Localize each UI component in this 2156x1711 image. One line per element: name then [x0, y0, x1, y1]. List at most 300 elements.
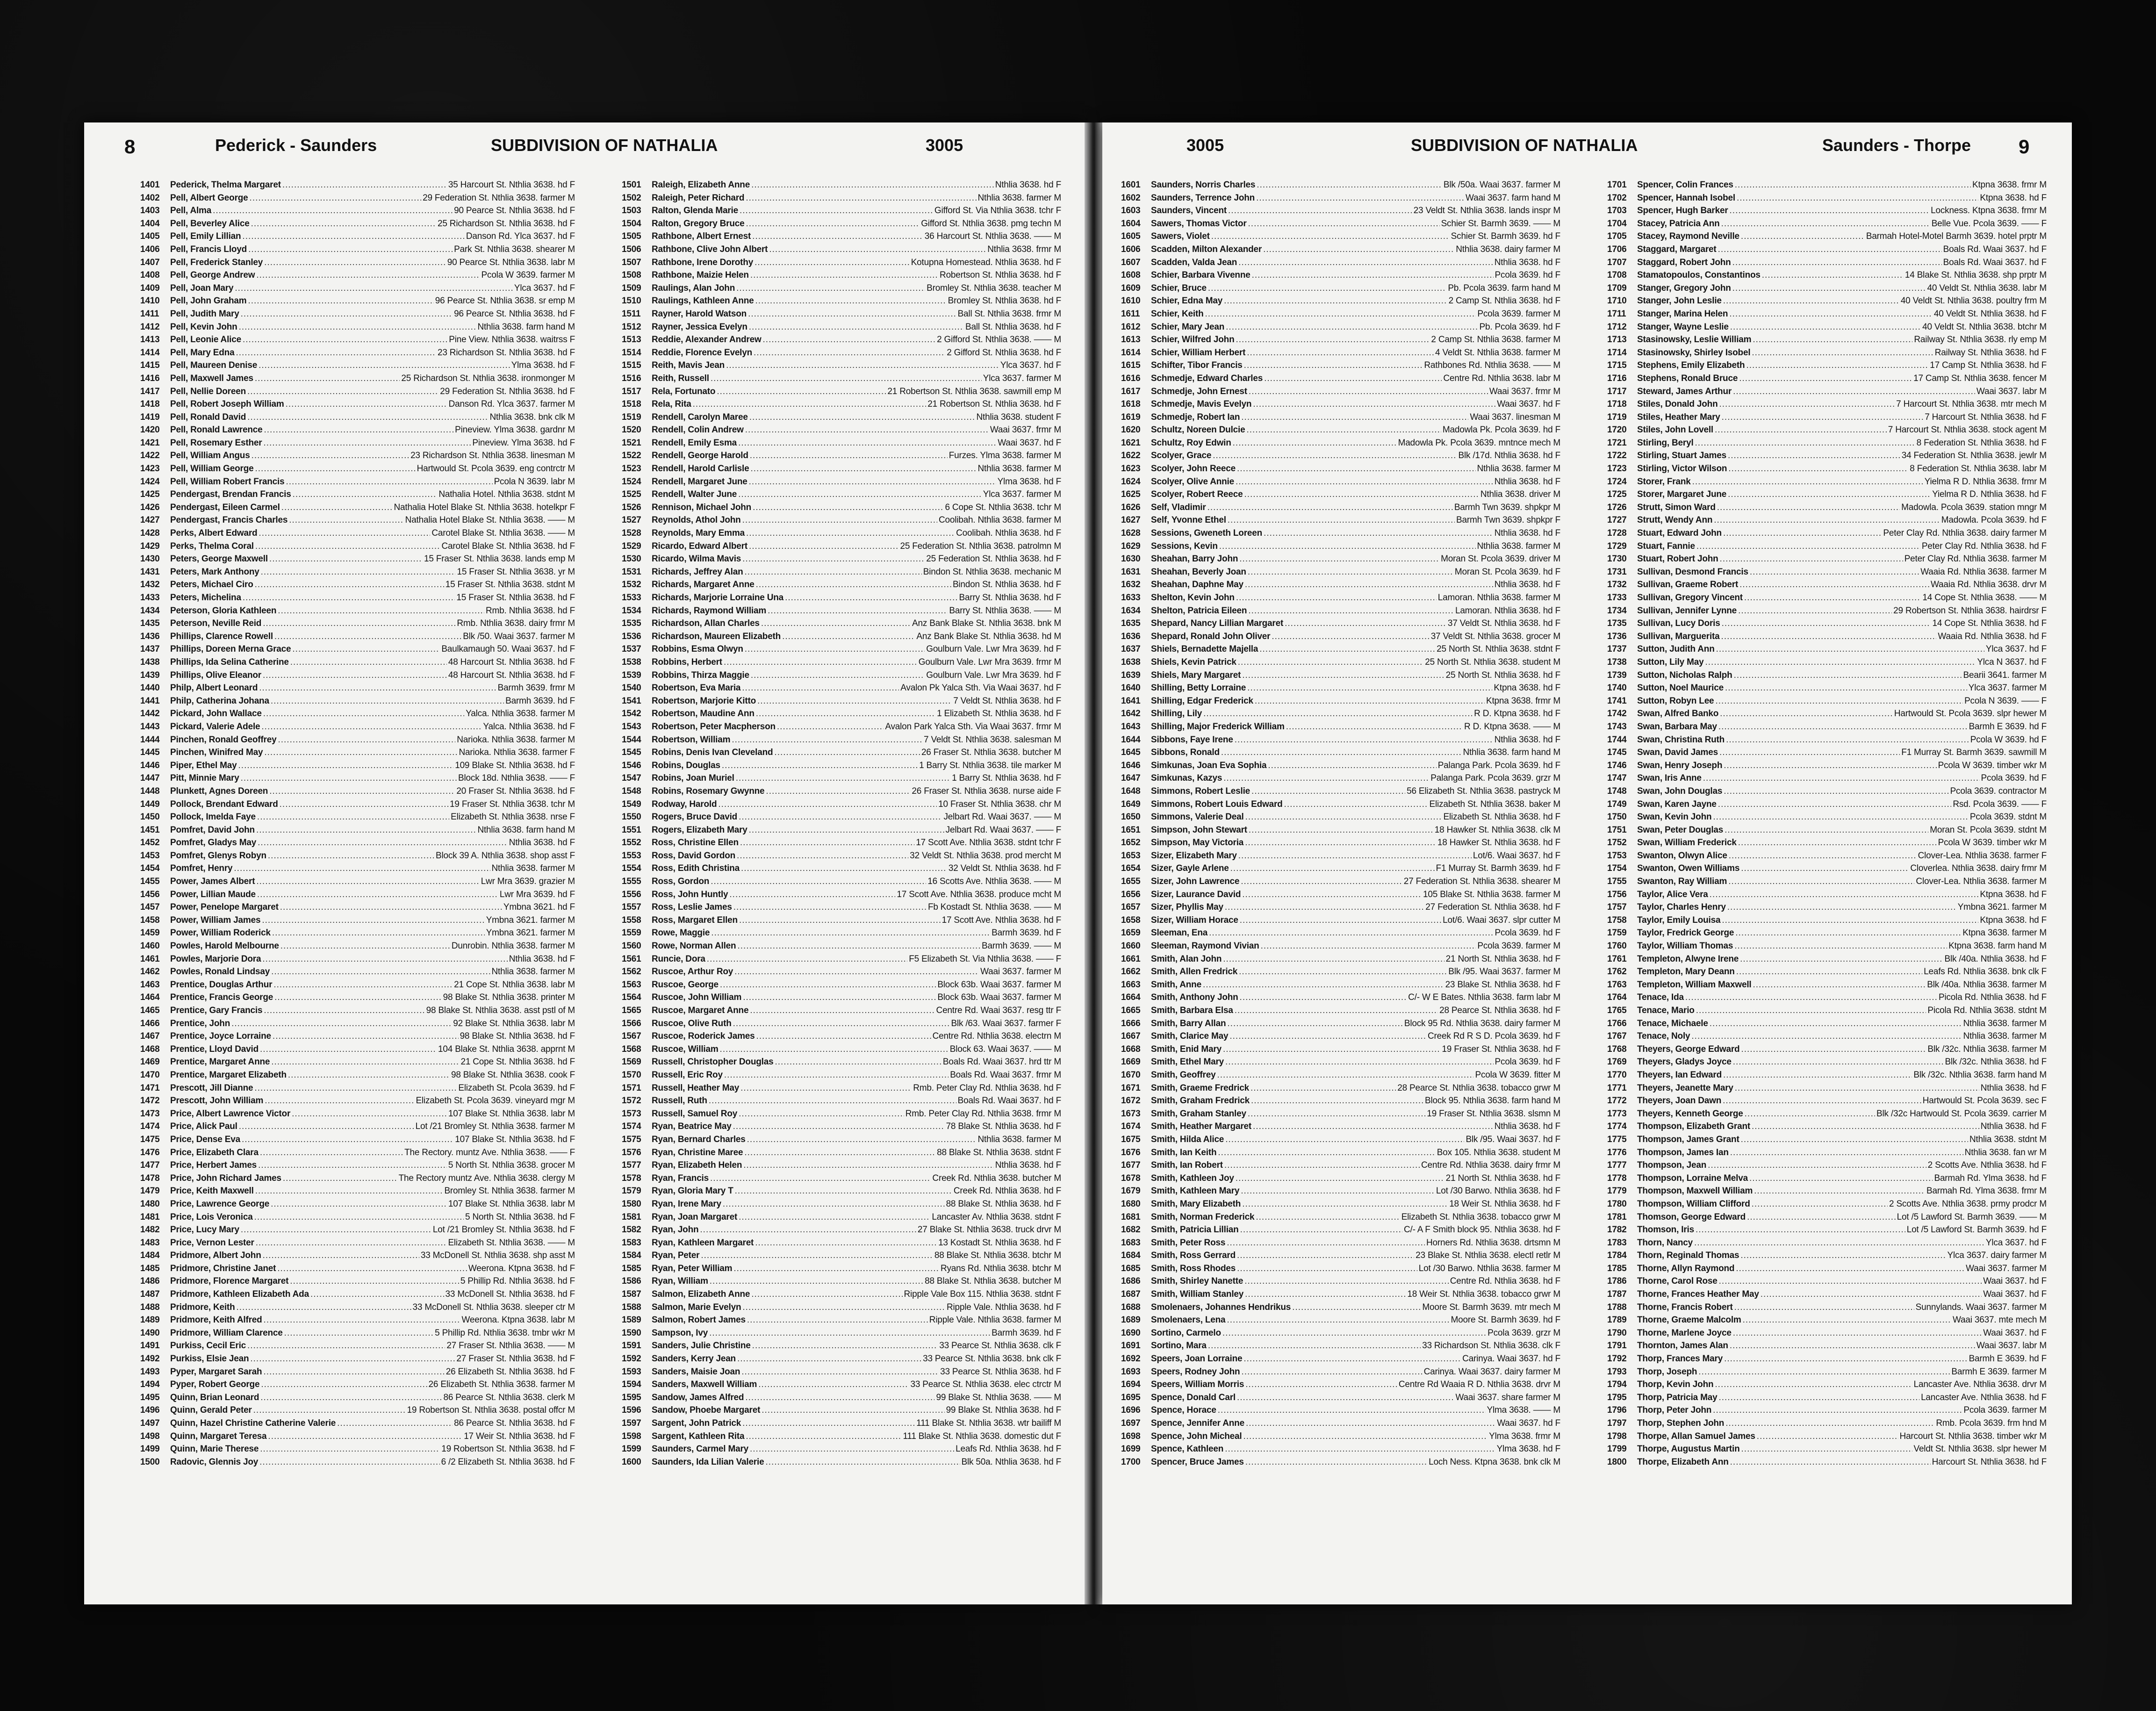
entry-address-occupation: Pcola W 3639. fitter M	[1475, 1070, 1560, 1080]
entry-name: Scadden, Milton Alexander	[1151, 244, 1262, 254]
entry-address-occupation: Nthlia 3638. frmr M	[987, 244, 1061, 254]
entry-name: Swanton, Ray William	[1637, 877, 1727, 887]
roll-entry	[1607, 1120, 2047, 1133]
entry-number: 1719	[1607, 412, 1627, 422]
entry-address-occupation: Nthlia 3638. farm hand M	[1463, 748, 1560, 758]
entry-number: 1712	[1607, 322, 1627, 332]
entry-name: Stephens, Emily Elizabeth	[1637, 360, 1745, 371]
entry-address-occupation: 21 North St. Nthlia 3638. hd F	[1445, 1173, 1560, 1183]
dot-leader	[1264, 372, 1442, 385]
entry-address-occupation: 13 Kostadt St. Nthlia 3638. hd F	[938, 1237, 1061, 1248]
entry-number: 1462	[140, 967, 160, 977]
entry-name: Russell, Christopher Douglas	[652, 1057, 774, 1067]
entry-address-occupation: Nthlia 3638. farmer M	[977, 193, 1061, 203]
dot-leader	[260, 1391, 442, 1404]
dot-leader	[782, 630, 915, 643]
roll-entry	[1607, 733, 2047, 747]
entry-name: Rowe, Maggie	[652, 928, 710, 938]
roll-entry	[1607, 682, 2047, 695]
entry-number: 1751	[1607, 825, 1627, 835]
entry-name: Pell, Beverley Alice	[170, 218, 250, 229]
entry-address-occupation: Pcola 3639. hd F	[1495, 270, 1560, 280]
roll-entry	[140, 1275, 575, 1288]
entry-address-occupation: 107 Blake St. Nthlia 3638. hd F	[455, 1134, 575, 1144]
roll-entry	[1607, 759, 2047, 772]
entry-number: 1404	[140, 218, 160, 229]
dot-leader	[1223, 953, 1444, 966]
dot-leader	[1250, 1082, 1396, 1095]
dot-leader	[1705, 656, 1976, 669]
entry-number: 1681	[1121, 1212, 1141, 1222]
roll-entry	[140, 385, 575, 398]
entry-address-occupation: Pb. Pcola 3639. hd F	[1479, 322, 1560, 332]
dot-leader	[248, 243, 453, 256]
entry-name: Smith, Ian Robert	[1151, 1160, 1223, 1171]
entry-number: 1714	[1607, 347, 1627, 358]
roll-entry	[1121, 824, 1560, 837]
roll-entry	[1121, 1120, 1560, 1133]
entry-address-occupation: 33 Pearce St. Nthlia 3638. hd F	[940, 1366, 1061, 1377]
entry-name: Rendell, Walter June	[652, 489, 737, 500]
entry-name: Thorpe, Elizabeth Ann	[1637, 1457, 1729, 1467]
roll-entry	[140, 914, 575, 927]
entry-address-occupation: Avalon Park Yalca Sth. Via Waai 3637. frmr M	[885, 721, 1061, 732]
roll-entry	[622, 398, 1061, 411]
entry-number: 1424	[140, 476, 160, 487]
dot-leader	[282, 179, 447, 192]
roll-entry	[1607, 1288, 2047, 1301]
roll-entry	[1121, 308, 1560, 321]
entry-name: Shiels, Kevin Patrick	[1151, 657, 1236, 667]
entry-address-occupation: 33 McDonell St. Nthlia 3638. shp asst M	[420, 1251, 575, 1261]
entry-name: Schier, Edna May	[1151, 296, 1223, 306]
dot-leader	[263, 1366, 444, 1379]
entry-name: Shilling, Betty Lorraine	[1151, 683, 1246, 693]
dot-leader	[1237, 1391, 1454, 1404]
entry-name: Saunders, Terrence John	[1151, 193, 1255, 203]
roll-entry	[1607, 1275, 2047, 1288]
dot-leader	[293, 488, 438, 501]
roll-entry	[140, 591, 575, 604]
entry-address-occupation: Pcola 3639. hd F	[1981, 773, 2047, 784]
entry-address-occupation: Carinya. Waai 3637. dairy farmer M	[1423, 1366, 1560, 1377]
entry-address-occupation: 88 Blake St. Nthlia 3638. btchr M	[934, 1251, 1061, 1261]
entry-address-occupation: Blk /32c Hartwould St. Pcola 3639. carrier M	[1876, 1108, 2047, 1119]
entry-address-occupation: Madowla. Pcola 3639. hd F	[1941, 515, 2047, 525]
entry-name: Prentice, Gary Francis	[170, 1006, 263, 1015]
roll-entry	[140, 875, 575, 888]
dot-leader	[1691, 1030, 1962, 1043]
entry-address-occupation: Nthlia 3638. farm hand M	[477, 825, 575, 835]
dot-leader	[745, 424, 989, 437]
dot-leader	[284, 1327, 433, 1340]
dot-leader	[1228, 514, 1455, 527]
entry-name: Swan, Christina Ruth	[1637, 734, 1725, 745]
roll-entry	[622, 875, 1061, 888]
dot-leader	[255, 462, 416, 475]
entry-name: Speers, Rodney John	[1151, 1366, 1240, 1377]
dot-leader	[701, 1249, 933, 1262]
entry-name: Spencer, Bruce James	[1151, 1457, 1244, 1467]
dot-leader	[241, 772, 457, 785]
dot-leader	[1696, 1004, 1926, 1017]
dot-leader	[1735, 927, 1961, 940]
entry-address-occupation: Nthlia 3638. hd F	[1980, 1083, 2047, 1093]
dot-leader	[777, 720, 884, 733]
roll-entry	[1607, 978, 2047, 992]
roll-entry	[1607, 1198, 2047, 1211]
entry-number: 1427	[140, 515, 160, 525]
dot-leader	[1753, 978, 1926, 992]
entry-number: 1531	[622, 567, 641, 577]
entry-address-occupation: 25 North St. Nthlia 3638. stdnt F	[1437, 644, 1560, 654]
dot-leader	[1717, 501, 1900, 514]
roll-entry	[140, 643, 575, 656]
entry-number: 1426	[140, 502, 160, 512]
entry-name: Smith, William Stanley	[1151, 1289, 1244, 1300]
roll-entry	[622, 836, 1061, 849]
entry-address-occupation: Goulburn Vale. Lwr Mra 3639. frmr M	[918, 657, 1061, 667]
dot-leader	[742, 514, 937, 527]
roll-entry	[1121, 1172, 1560, 1185]
entry-number: 1625	[1121, 489, 1141, 500]
entry-number: 1464	[140, 992, 160, 1003]
dot-leader	[749, 411, 975, 424]
entry-number: 1708	[1607, 270, 1627, 280]
dot-leader	[737, 849, 908, 863]
entry-name: Schmedje, Robert Ian	[1151, 412, 1240, 422]
entry-number: 1417	[140, 386, 160, 396]
dot-leader	[1692, 475, 1923, 489]
entry-number: 1539	[622, 670, 641, 680]
roll-entry	[1121, 333, 1560, 346]
dot-leader	[280, 940, 450, 953]
dot-leader	[1227, 1237, 1425, 1250]
entry-number: 1430	[140, 554, 160, 564]
dot-leader	[1209, 927, 1493, 940]
entry-address-occupation: Block 39 A. Nthlia 3638. shop asst F	[435, 850, 575, 861]
entry-name: Robbins, Thirza Maggie	[652, 670, 749, 680]
dot-leader	[286, 398, 447, 411]
entry-name: Robbins, Herbert	[652, 657, 722, 667]
entry-name: Rendell, George Harold	[652, 451, 748, 461]
dot-leader	[711, 927, 990, 940]
roll-entry	[1607, 192, 2047, 205]
dot-leader	[720, 1043, 949, 1056]
entry-address-occupation: 40 Veldt St. Nthlia 3638. btchr M	[1922, 322, 2047, 332]
entry-name: Theyers, George Edward	[1637, 1044, 1740, 1054]
entry-number: 1763	[1607, 979, 1627, 990]
roll-entry	[1607, 1030, 2047, 1043]
dot-leader	[1248, 566, 1453, 579]
entry-name: Ryan, Gloria Mary T	[652, 1186, 733, 1196]
entry-address-occupation: Barmh 3639. hd F	[505, 696, 575, 706]
dot-leader	[1722, 411, 1924, 424]
dot-leader	[264, 256, 446, 269]
roll-entry	[1607, 308, 2047, 321]
entry-number: 1639	[1121, 670, 1141, 680]
entry-name: Sizer, Elizabeth Mary	[1151, 850, 1237, 861]
entry-number: 1772	[1607, 1096, 1627, 1106]
entry-number: 1495	[140, 1392, 160, 1402]
dot-leader	[1237, 462, 1476, 475]
entry-address-occupation: 107 Blake St. Nthlia 3638. labr M	[448, 1199, 575, 1209]
entry-address-occupation: Schier St. Barmh 3639. —— M	[1441, 218, 1560, 229]
entry-number: 1603	[1121, 206, 1141, 216]
entry-address-occupation: Barmh E 3639. hd F	[1969, 1354, 2047, 1364]
entry-name: Sizer, Phyllis May	[1151, 902, 1223, 913]
entry-address-occupation: 40 Veldt St. Nthlia 3638. hd F	[1933, 309, 2047, 319]
dot-leader	[754, 346, 945, 359]
dot-leader	[257, 888, 498, 901]
entry-name: Thorn, Nancy	[1637, 1237, 1693, 1248]
entry-address-occupation: 99 Blake St. Nthlia 3638. hd F	[946, 1405, 1061, 1416]
roll-entry	[1121, 1017, 1560, 1030]
dot-leader	[733, 1262, 939, 1275]
dot-leader	[278, 604, 484, 618]
entry-number: 1650	[1121, 812, 1141, 822]
roll-entry	[1607, 1352, 2047, 1366]
entry-name: Ross, Christine Ellen	[652, 838, 739, 848]
entry-address-occupation: 7 Veldt St. Nthlia 3638. hd F	[953, 696, 1061, 706]
entry-name: Phillips, Olive Eleanor	[170, 670, 261, 680]
dot-leader	[744, 1146, 935, 1159]
entry-name: Scolyer, John Reece	[1151, 464, 1236, 474]
entry-name: Rogers, Bruce David	[652, 812, 738, 822]
entry-number: 1653	[1121, 850, 1141, 861]
entry-number: 1695	[1121, 1392, 1141, 1402]
entry-address-occupation: 7 Harcourt St. Nthlia 3638. stock agent M	[1888, 425, 2047, 435]
dot-leader	[1211, 230, 1450, 243]
entry-address-occupation: 25 Federation St. Nthlia 3638. patrolmn M	[900, 541, 1061, 551]
entry-number: 1421	[140, 438, 160, 448]
entry-address-occupation: C/- W E Bates. Nthlia 3638. farm labr M	[1408, 992, 1560, 1003]
dot-leader	[742, 1417, 915, 1430]
entry-number: 1721	[1607, 438, 1627, 448]
entry-name: Shiels, Bernadette Majella	[1151, 644, 1258, 654]
entry-name: Thorp, Frances Mary	[1637, 1354, 1723, 1364]
roll-entry	[622, 514, 1061, 527]
roll-entry	[622, 978, 1061, 992]
dot-leader	[755, 295, 947, 308]
entry-number: 1410	[140, 296, 160, 306]
entry-number: 1492	[140, 1354, 160, 1364]
entry-name: Stuart, Edward John	[1637, 528, 1722, 539]
roll-entry	[1607, 1094, 2047, 1107]
entry-name: Stanger, John Leslie	[1637, 296, 1722, 306]
entry-number: 1784	[1607, 1251, 1627, 1261]
entry-number: 1431	[140, 567, 160, 577]
left-page-number: 8	[124, 136, 136, 158]
dot-leader	[1241, 1366, 1422, 1379]
entry-number: 1701	[1607, 180, 1627, 190]
dot-leader	[1757, 1430, 1898, 1443]
entry-number: 1545	[622, 748, 641, 758]
dot-leader	[755, 1237, 937, 1250]
entry-number: 1433	[140, 593, 160, 603]
entry-number: 1611	[1121, 309, 1140, 319]
dot-leader	[1249, 385, 1488, 398]
entry-number: 1453	[140, 850, 160, 861]
entry-name: Salmon, Marie Evelyn	[652, 1302, 741, 1312]
dot-leader	[1218, 1404, 1486, 1417]
dot-leader	[1225, 901, 1424, 914]
roll-entry	[1121, 914, 1560, 927]
entry-address-occupation: Pcola W 3639. timber wkr M	[1938, 760, 2047, 770]
entry-number: 1441	[140, 696, 160, 706]
entry-number: 1520	[622, 425, 641, 435]
entry-address-occupation: 32 Veldt St. Nthlia 3638. hd F	[948, 863, 1061, 874]
dot-leader	[1725, 824, 1928, 837]
entry-number: 1644	[1121, 734, 1141, 745]
entry-name: Simpson, John Stewart	[1151, 825, 1247, 835]
entry-number: 1690	[1121, 1328, 1141, 1338]
dot-leader	[264, 746, 457, 759]
entry-name: Peterson, Neville Reid	[170, 618, 262, 629]
entry-address-occupation: Madowla Pk. Pcola 3639. mntnce mech M	[1398, 438, 1560, 448]
entry-number: 1499	[140, 1444, 160, 1454]
entry-name: Templeton, William Maxwell	[1637, 979, 1752, 990]
dot-leader	[274, 630, 461, 643]
dot-leader	[1754, 1185, 1925, 1198]
entry-address-occupation: Rmb. Nthlia 3638. dairy frmr M	[457, 618, 575, 629]
entry-address-occupation: Jelbart Rd. Waai 3637. —— F	[945, 825, 1061, 835]
entry-address-occupation: Weerona. Ktpna 3638. labr M	[461, 1315, 575, 1325]
dot-leader	[1741, 1133, 1968, 1146]
entry-name: Simmons, Valerie Deal	[1151, 812, 1244, 822]
entry-address-occupation: Lot/6. Waai 3637. hd F	[1473, 850, 1560, 861]
entry-name: Shilling, Major Frederick William	[1151, 721, 1285, 732]
entry-name: Speers, Joan Lorraine	[1151, 1354, 1243, 1364]
roll-entry	[1607, 282, 2047, 295]
dot-leader	[263, 437, 471, 450]
entry-address-occupation: Boals Rd. Waai 3637. hrd ttr M	[942, 1057, 1061, 1067]
dot-leader	[710, 1172, 931, 1185]
dot-leader	[1719, 1275, 1982, 1288]
entry-name: Stanger, Gregory John	[1637, 283, 1731, 293]
entry-address-occupation: Veldt St. Nthlia 3638. slpr hewer M	[1913, 1444, 2047, 1454]
entry-address-occupation: Cloverlea. Nthlia 3638. dairy frmr M	[1910, 863, 2047, 874]
dot-leader	[1713, 811, 1968, 824]
entry-name: Smith, Anne	[1151, 979, 1201, 990]
entry-address-occupation: Ylca 3637. farmer M	[983, 489, 1061, 500]
entry-name: Ryan, Francis	[652, 1173, 709, 1183]
entry-number: 1698	[1121, 1431, 1141, 1441]
dot-leader	[1230, 862, 1435, 875]
entry-address-occupation: Pcola 3639. contractor M	[1950, 786, 2047, 796]
entry-number: 1584	[622, 1251, 641, 1261]
dot-leader	[1752, 346, 1933, 359]
dot-leader	[239, 321, 476, 334]
roll-entry	[622, 256, 1061, 269]
roll-entry	[622, 682, 1061, 695]
entry-address-occupation: Lot /5 Lawford St. Barmh 3639. hd F	[1906, 1225, 2047, 1235]
dot-leader	[763, 333, 936, 346]
entry-name: Thorne, Graeme Malcolm	[1637, 1315, 1741, 1325]
entry-address-occupation: Leafs Rd. Nthlia 3638. hd F	[956, 1444, 1061, 1454]
roll-entry	[622, 1223, 1061, 1237]
roll-entry	[1607, 295, 2047, 308]
dot-leader	[1741, 1043, 1926, 1056]
entry-number: 1687	[1121, 1289, 1141, 1300]
entry-name: Thorp, Joseph	[1637, 1366, 1697, 1377]
entry-number: 1498	[140, 1431, 160, 1441]
dot-leader	[1741, 230, 1865, 243]
roll-entry	[622, 1339, 1061, 1352]
entry-number: 1752	[1607, 838, 1627, 848]
entry-address-occupation: R D. Ktpna 3638. —— M	[1464, 721, 1560, 732]
roll-entry	[1607, 1301, 2047, 1314]
entry-number: 1761	[1607, 954, 1627, 964]
roll-entry	[622, 1237, 1061, 1250]
roll-entry	[622, 591, 1061, 604]
dot-leader	[288, 1069, 450, 1082]
dot-leader	[1718, 1391, 1919, 1404]
roll-entry	[622, 359, 1061, 372]
roll-entry	[1121, 875, 1560, 888]
entry-name: Sandow, James Alfred	[652, 1392, 744, 1402]
entry-number: 1646	[1121, 760, 1141, 770]
roll-entry	[140, 1366, 575, 1379]
entry-address-occupation: Pcola 3639. farmer M	[1477, 941, 1560, 951]
entry-name: Ricardo, Edward Albert	[652, 541, 747, 551]
entry-name: Rela, Rita	[652, 399, 691, 410]
entry-address-occupation: Waai 3637. mte mech M	[1952, 1315, 2047, 1325]
entry-address-occupation: 17 Scott Ave. Nthlia 3638. produce mcht M	[897, 889, 1061, 899]
entry-number: 1425	[140, 489, 160, 500]
roll-entry	[1607, 424, 2047, 437]
entry-address-occupation: Bindon St. Nthlia 3638. mechanic M	[923, 567, 1061, 577]
entry-address-occupation: Blk /32c. Nthlia 3638. hd F	[1945, 1057, 2047, 1067]
entry-name: Simkunas, Joan Eva Sophia	[1151, 760, 1267, 770]
dot-leader	[740, 836, 914, 849]
roll-entry	[1121, 1043, 1560, 1056]
roll-entry	[1121, 424, 1560, 437]
roll-entry	[140, 1185, 575, 1198]
dot-leader	[1730, 1339, 1975, 1352]
dot-leader	[1218, 1146, 1435, 1159]
entry-address-occupation: 16 Scotts Ave. Nthlia 3638. —— M	[927, 877, 1061, 887]
dot-leader	[1747, 1211, 1896, 1224]
roll-entry	[140, 862, 575, 875]
entry-name: Stiles, Heather Mary	[1637, 412, 1720, 422]
entry-name: Ryan, Irene Mary	[652, 1199, 721, 1209]
entry-number: 1525	[622, 489, 641, 500]
entry-address-occupation: C/- A F Smith block 95. Nthlia 3638. hd F	[1403, 1225, 1560, 1235]
entry-number: 1472	[140, 1096, 160, 1106]
entry-number: 1746	[1607, 760, 1627, 770]
entry-name: Rayner, Jessica Evelyn	[652, 322, 747, 332]
entry-name: Spence, Kathleen	[1151, 1444, 1224, 1454]
entry-name: Thomson, Iris	[1637, 1225, 1694, 1235]
dot-leader	[1732, 256, 1942, 269]
roll-entry	[622, 1327, 1061, 1340]
entry-name: Saunders, Vincent	[1151, 206, 1227, 216]
roll-entry	[1607, 875, 2047, 888]
roll-entry	[622, 321, 1061, 334]
entry-number: 1412	[140, 322, 160, 332]
roll-entry	[622, 695, 1061, 708]
entry-number: 1513	[622, 335, 641, 345]
dot-leader	[1243, 1430, 1488, 1443]
roll-entry	[622, 269, 1061, 282]
entry-address-occupation: Bindon St. Nthlia 3638. hd F	[952, 580, 1061, 590]
roll-entry	[622, 901, 1061, 914]
dot-leader	[1696, 1223, 1905, 1237]
roll-entry	[622, 1301, 1061, 1314]
entry-number: 1578	[622, 1173, 641, 1183]
dot-leader	[1241, 875, 1402, 888]
